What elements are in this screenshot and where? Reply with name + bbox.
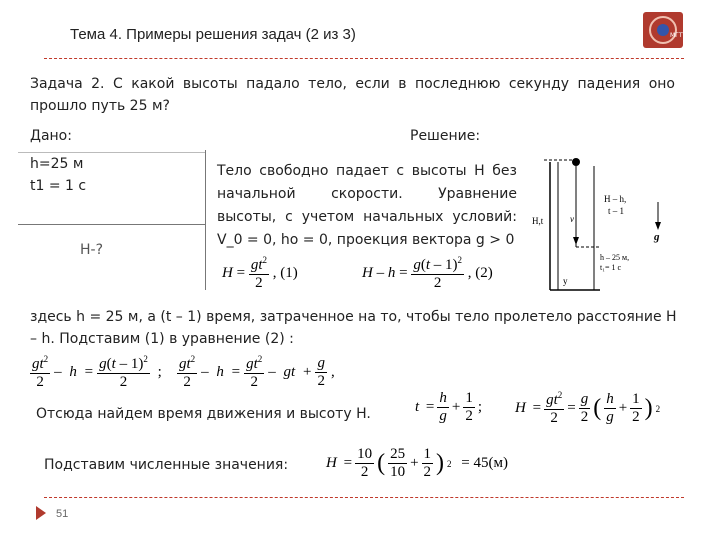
label-H: H,t [532, 216, 544, 226]
given-t1: t1 = 1 с [30, 178, 87, 194]
find-text: Отсюда найдем время движения и высоту H. [36, 406, 371, 422]
problem-statement: Задача 2. С какой высоты падало тело, если в последнюю секунду падения оно прошло путь 25 м? [30, 76, 675, 114]
nav-arrow-icon[interactable] [36, 506, 46, 520]
label-h: h – 25 м, [600, 253, 630, 262]
explanation-paragraph: здесь h = 25 м, а (t – 1) время, затраченное на то, чтобы тело пролетело расстояние H – h. Подставим (1) в уравнение (2) : [30, 309, 677, 347]
given-divider-horizontal [18, 224, 205, 225]
height-formula: H = $\frac{gt^2}{2}$ = $\frac{g}{2}$ ( $\frac{h}{g}$ + $\frac{1}{2}$ ) 2 [515, 390, 661, 426]
label-v: v [570, 214, 574, 224]
falling-body [572, 158, 580, 166]
label-Hh: H – h, [604, 194, 627, 204]
substitute-text: Подставим численные значения: [44, 457, 289, 473]
page-title: Тема 4. Примеры решения задач (2 из 3) [70, 26, 356, 43]
derivation-formula: $\frac{gt^2}{2}$ – h = $\frac{g(t - 1)^2}{2}$ ; $\frac{gt^2}{2}$ – h = $\frac{gt^2}{2}$ – gt + $\frac{g}{2}$ , [32, 354, 335, 390]
header-divider [44, 58, 684, 59]
given-divider-vertical [205, 150, 206, 290]
university-logo [643, 12, 687, 48]
numeric-result: = 45(м) [461, 455, 508, 471]
given-h: h=25 м [30, 156, 84, 172]
slide-number: 51 [56, 508, 69, 520]
numeric-formula: H = $\frac{10}{2}$ ( $\frac{25}{10}$ + $\frac{1}{2}$ ) 2 = 45(м) [326, 446, 508, 480]
formula-1: H = $\frac{gt^2}{2}$ , (1) [222, 255, 298, 291]
find-label: H-? [80, 242, 104, 258]
label-g: g [654, 231, 660, 243]
velocity-arrow [573, 237, 579, 245]
label-t1: t – 1 [608, 206, 625, 216]
gravity-arrow [655, 222, 661, 230]
fall-diagram [530, 152, 680, 297]
formula-2: H – h = $\frac{g(t - 1)^2}{2}$ , (2) [362, 255, 493, 291]
logo-icon [643, 12, 687, 48]
solution-text: Тело свободно падает с высоты H без начальной скорости. Уравнение высоты, с учетом начальных условий: V_0 = 0, ho = 0, проекция вектора g > 0 [217, 163, 517, 248]
solution-label: Решение: [410, 128, 481, 144]
given-label: Дано: [30, 128, 72, 144]
label-y: y [563, 276, 568, 286]
formula-2-label: (2) [475, 265, 493, 281]
label-tt: t₁= 1 с [600, 263, 622, 272]
given-top-line [18, 152, 205, 153]
logo-text: МГТУ [670, 32, 687, 39]
time-formula: t = $\frac{h}{g}$ + $\frac{1}{2}$ ; [415, 390, 483, 424]
footer-divider [44, 497, 684, 498]
formula-1-label: (1) [280, 265, 298, 281]
